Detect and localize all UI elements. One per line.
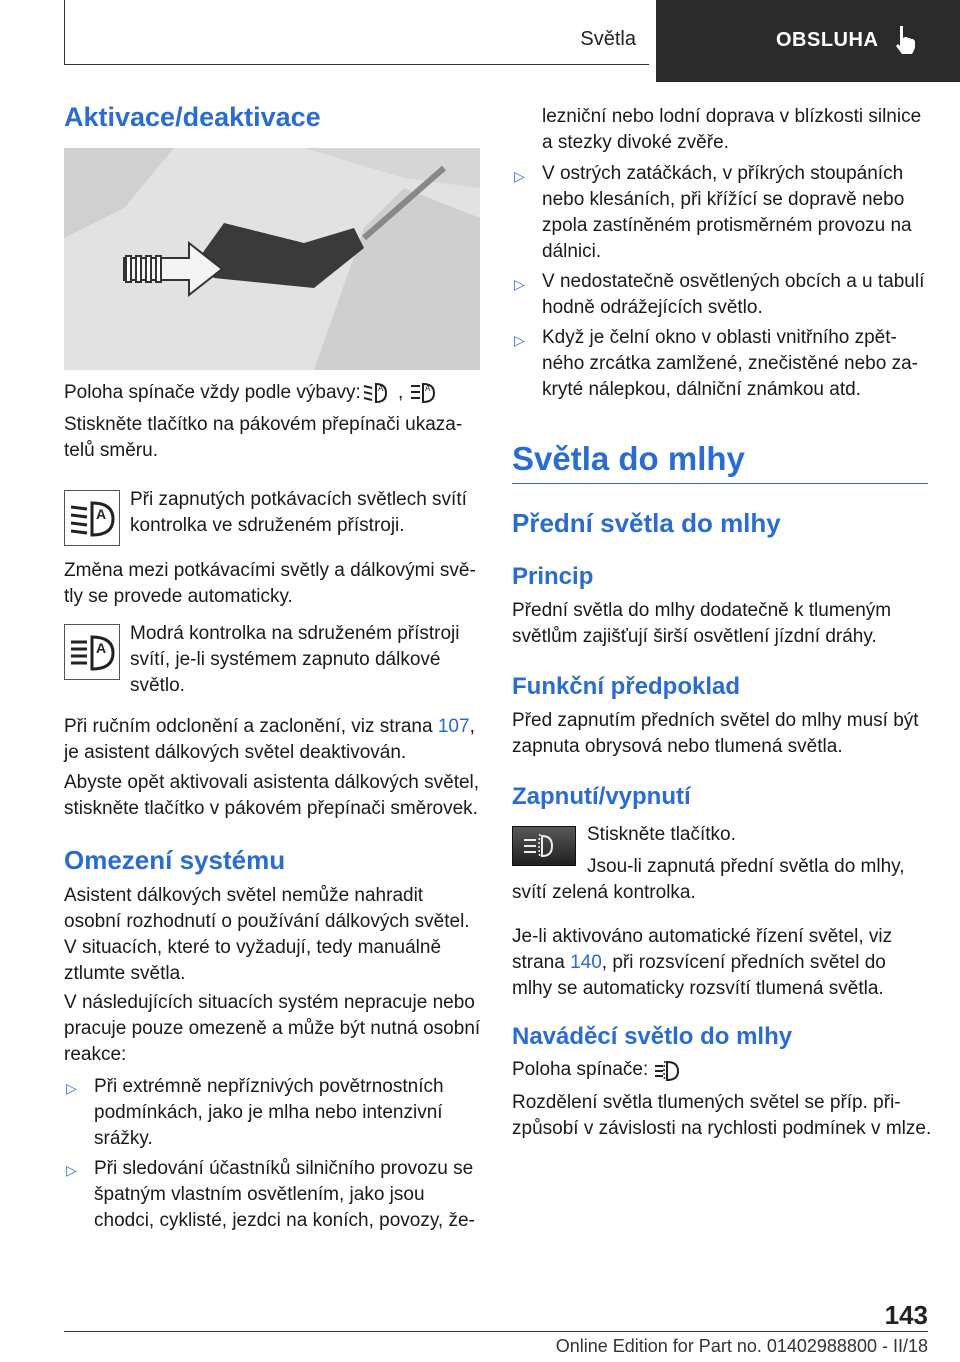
svg-text:A: A bbox=[378, 384, 384, 393]
header-left-rule bbox=[64, 0, 65, 64]
funkcni-line2: zapnuta obrysová nebo tlumená světla. bbox=[512, 736, 843, 757]
stisknete2-text: Stiskněte tlačítko. bbox=[587, 824, 736, 845]
heading-svetla-do-mlhy: Světla do mlhy bbox=[512, 440, 745, 477]
heading-navadeci: Naváděcí světlo do mlhy bbox=[512, 1023, 793, 1050]
bullet3-line3: zpola zastíněném protisměrném provozu na bbox=[542, 215, 912, 236]
nasled-line3: reakce: bbox=[64, 1044, 127, 1065]
svg-text:A: A bbox=[96, 506, 107, 522]
nasled-line1: V následujících situacích systém nepracuje nebo bbox=[64, 992, 475, 1013]
fog-guide-light-icon bbox=[652, 1058, 682, 1084]
funkcni-line1: Před zapnutím předních světel do mlhy musí být bbox=[512, 710, 919, 731]
poloha-text: Poloha spínače vždy podle výbavy: bbox=[64, 382, 361, 403]
rucnim-text: Při ručním odclonění a zaclonění, viz strana bbox=[64, 716, 438, 737]
footer-rule bbox=[64, 1331, 928, 1332]
bullet-triangle-icon: ▷ bbox=[66, 1162, 77, 1178]
comma-sep: , bbox=[398, 382, 404, 403]
rucnim-line1 bbox=[64, 714, 484, 740]
bullet-triangle-icon: ▷ bbox=[514, 332, 525, 348]
jeli-line3: mlhy se automaticky rozsvítí tlumená světla. bbox=[512, 978, 884, 999]
bullet1-line3: srážky. bbox=[94, 1128, 153, 1149]
zmena-line2: tly se provede automaticky. bbox=[64, 586, 293, 607]
bullet4-line2: hodně odrážejících světlo. bbox=[542, 297, 763, 318]
hand-pointing-icon bbox=[892, 24, 920, 56]
cont-line1: lezniční nebo lodní doprava v blízkosti silnice bbox=[542, 106, 922, 127]
lever-photo bbox=[64, 148, 480, 370]
nasled-line2: pracuje pouze omezeně a může být nutná osobní bbox=[64, 1018, 481, 1039]
heading-princip: Princip bbox=[512, 563, 594, 590]
bullet1-line1: Při extrémně nepříznivých povětrnostních bbox=[94, 1076, 444, 1097]
heading-funkcni: Funkční předpoklad bbox=[512, 673, 741, 700]
stisknete-line1: Stiskněte tlačítko na pákovém přepínači ukaza- bbox=[64, 414, 463, 435]
page-number: 143 bbox=[884, 1300, 928, 1330]
bullet2-line3: chodci, cyklisté, jezdci na koních, povozy, že- bbox=[94, 1210, 475, 1231]
icon1-line2: kontrolka ve sdruženém přístroji. bbox=[130, 515, 405, 536]
bullet-triangle-icon: ▷ bbox=[514, 276, 525, 292]
heading-predni: Přední světla do mlhy bbox=[512, 508, 781, 538]
icon1-line1: Při zapnutých potkávacích světlech svítí bbox=[130, 489, 467, 510]
asistent-line3: V situacích, které to vyžadují, tedy manuálně bbox=[64, 937, 442, 958]
svg-text:A: A bbox=[96, 640, 107, 656]
cont-line2: a stezky divoké zvěře. bbox=[542, 132, 729, 153]
bullet-triangle-icon: ▷ bbox=[514, 168, 525, 184]
bullet5-line2: ného zrcátka zamlžené, znečistěné nebo za- bbox=[542, 353, 918, 374]
bullet3-line4: dálnici. bbox=[542, 241, 602, 262]
jeli-line1: Je-li aktivováno automatické řízení světel, viz bbox=[512, 926, 893, 947]
auto-lowbeam-icon bbox=[360, 380, 390, 406]
jeli-line2 bbox=[512, 950, 932, 976]
jeli-text-b: , při rozsvícení předních světel do bbox=[601, 952, 886, 973]
sviti-text: svítí zelená kontrolka. bbox=[512, 882, 696, 903]
bullet-triangle-icon: ▷ bbox=[66, 1080, 77, 1096]
heading-zapnuti: Zapnutí/vypnutí bbox=[512, 783, 691, 810]
bullet5-line1: Když je čelní okno v oblasti vnitřního zpět- bbox=[542, 327, 897, 348]
auto-highbeam-indicator-icon bbox=[65, 625, 119, 679]
section-rule bbox=[512, 483, 928, 484]
rozdeleni-line1: Rozdělení světla tlumených světel se příp. při- bbox=[512, 1092, 901, 1113]
bullet5-line3: kryté nálepkou, dálniční známkou atd. bbox=[542, 379, 861, 400]
svg-text:A: A bbox=[425, 384, 431, 393]
bullet4-line1: V nedostatečně osvětlených obcích a u tabulí bbox=[542, 271, 925, 292]
page-link-107[interactable]: 107 bbox=[437, 716, 470, 737]
icon2-line1: Modrá kontrolka na sdruženém přístroji bbox=[130, 623, 460, 644]
header-tab-label: OBSLUHA bbox=[776, 29, 879, 51]
asistent-line4: ztlumte světla. bbox=[64, 963, 186, 984]
auto-lowbeam-indicator-icon bbox=[65, 491, 119, 545]
bullet2-line1: Při sledování účastníků silničního provozu se bbox=[94, 1158, 474, 1179]
bullet3-line1: V ostrých zatáčkách, v příkrých stoupáních bbox=[542, 163, 904, 184]
asistent-line2: osobní rozhodnutí o používání dálkových světel. bbox=[64, 911, 470, 932]
rucnim-comma: , bbox=[469, 716, 475, 737]
abyste-line2: stiskněte tlačítko v pákovém přepínači směrovek. bbox=[64, 798, 478, 819]
lowbeam-indicator-box bbox=[64, 490, 120, 546]
footer-edition: Online Edition for Part no. 01402988800 - II/18 bbox=[555, 1336, 928, 1356]
icon2-line2: svítí, je-li systémem zapnuto dálkové bbox=[130, 649, 441, 670]
icon2-line3: světlo. bbox=[130, 675, 185, 696]
jsou-text: Jsou-li zapnutá přední světla do mlhy, bbox=[587, 856, 905, 877]
rozdeleni-line2: způsobí v závislosti na rychlosti podmínek v mlze. bbox=[512, 1118, 932, 1139]
header-section-title: Světla bbox=[580, 28, 636, 50]
asistent-line1: Asistent dálkových světel nemůže nahradit bbox=[64, 885, 424, 906]
fog-light-button-icon[interactable] bbox=[512, 826, 576, 866]
heading-omezeni: Omezení systému bbox=[64, 845, 286, 875]
princip-line1: Přední světla do mlhy dodatečně k tlumeným bbox=[512, 600, 892, 621]
lever-illustration bbox=[64, 148, 480, 370]
heading-aktivace: Aktivace/deaktivace bbox=[64, 102, 321, 132]
jeli-text-a: strana bbox=[512, 952, 571, 973]
princip-line2: světlům zajišťují širší osvětlení jízdní dráhy. bbox=[512, 626, 877, 647]
abyste-line1: Abyste opět aktivovali asistenta dálkových světel, bbox=[64, 772, 480, 793]
bullet3-line2: nebo klesáních, při křížící se dopravě nebo bbox=[542, 189, 905, 210]
highbeam-indicator-box bbox=[64, 624, 120, 680]
zmena-line1: Změna mezi potkávacími světly a dálkovými svě- bbox=[64, 560, 476, 581]
rucnim-line2: je asistent dálkových světel deaktivován. bbox=[64, 742, 407, 763]
bullet1-line2: podmínkách, jako je mlha nebo intenzivní bbox=[94, 1102, 443, 1123]
stisknete-line2: telů směru. bbox=[64, 440, 158, 461]
poloha2-text: Poloha spínače: bbox=[512, 1059, 649, 1080]
auto-highbeam-icon bbox=[408, 380, 438, 406]
bullet2-line2: špatným vlastním osvětlením, jako jsou bbox=[94, 1184, 425, 1205]
header-bottom-rule bbox=[64, 64, 649, 65]
page-link-140[interactable]: 140 bbox=[570, 952, 602, 973]
